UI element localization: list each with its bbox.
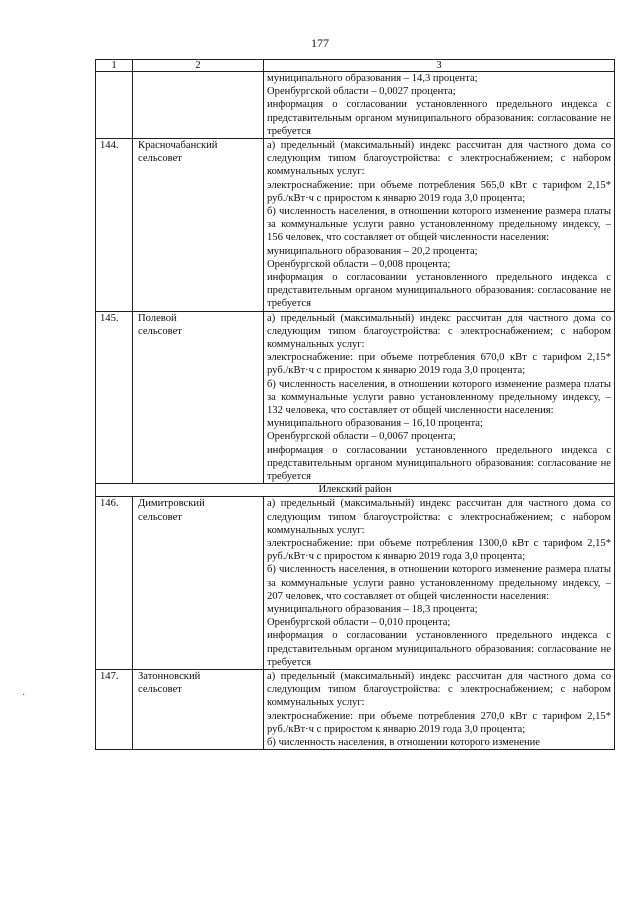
row-number: 145. bbox=[96, 311, 133, 484]
municipality-name-line: сельсовет bbox=[138, 684, 182, 696]
document-table bbox=[95, 59, 615, 750]
index-description bbox=[264, 497, 615, 670]
header-col-2: 2 bbox=[133, 60, 264, 72]
description-paragraph: а) предельный (максимальный) индекс рассчитан для частного дома со следующим типом благоустройства: с электроснабжением; с набором коммунальных услуг: bbox=[267, 670, 611, 709]
description-paragraph: Оренбургской области – 0,010 процента; bbox=[267, 617, 451, 629]
index-description bbox=[264, 139, 615, 312]
municipality-name-line: Полевой bbox=[138, 312, 177, 324]
municipality-name bbox=[133, 139, 264, 312]
continuation-text bbox=[264, 72, 615, 139]
description-paragraph: муниципального образования – 20,2 процента; bbox=[267, 245, 478, 257]
description-paragraph: б) численность населения, в отношении которого изменение размера платы за коммунальные услуги равно установленному предельному индексу, – 156 человек, что составляет от общей численности населения: bbox=[267, 206, 611, 244]
description-paragraph: муниципального образования – 18,3 процента; bbox=[267, 603, 478, 615]
description-paragraph: б) численность населения, в отношении которого изменение bbox=[267, 736, 540, 748]
description-paragraph: электроснабжение: при объеме потребления 670,0 кВт с тарифом 2,15* руб./кВт·ч с приростом к январю 2019 года 3,0 процента; bbox=[267, 352, 611, 377]
header-col-3: 3 bbox=[264, 60, 615, 72]
description-paragraph: б) численность населения, в отношении которого изменение размера платы за коммунальные услуги равно установленному предельному индексу, – 207 человек, что составляет от общей численности населения: bbox=[267, 564, 611, 602]
margin-mark: · bbox=[22, 690, 26, 701]
description-paragraph: электроснабжение: при объеме потребления 1300,0 кВт с тарифом 2,15* руб./кВт·ч с приростом к январю 2019 года 3,0 процента; bbox=[267, 537, 611, 563]
row-number: 146. bbox=[96, 497, 133, 670]
municipality-name bbox=[133, 669, 264, 749]
description-paragraph: а) предельный (максимальный) индекс рассчитан для частного дома со следующим типом благоустройства: с электроснабжением; с набором коммунальных услуг: bbox=[267, 312, 611, 351]
index-description bbox=[264, 669, 615, 749]
header-col-1: 1 bbox=[96, 60, 133, 72]
municipality-name-line: Красночабанский bbox=[138, 140, 218, 152]
region-title: Илекский район bbox=[96, 484, 615, 497]
description-paragraph: а) предельный (максимальный) индекс рассчитан для частного дома со следующим типом благоустройства: с электроснабжением; с набором коммунальных услуг: bbox=[267, 140, 611, 178]
description-paragraph: электроснабжение: при объеме потребления 270,0 кВт с тарифом 2,15* руб./кВт·ч с приростом к январю 2019 года 3,0 процента; bbox=[267, 710, 611, 735]
municipality-name bbox=[133, 311, 264, 484]
table-header-row bbox=[96, 60, 615, 72]
table-row bbox=[96, 497, 615, 670]
municipality-name-line: Димитровский bbox=[138, 498, 205, 510]
description-paragraph: информация о согласовании установленного предельного индекса с представительным органом муниципального образования: согласование не требуется bbox=[267, 630, 611, 668]
municipality-name-line: сельсовет bbox=[138, 325, 182, 337]
row-number: 147. bbox=[96, 669, 133, 749]
description-paragraph: а) предельный (максимальный) индекс рассчитан для частного дома со следующим типом благоустройства: с электроснабжением; с набором коммунальных услуг: bbox=[267, 498, 611, 536]
municipality-name-line: сельсовет bbox=[138, 153, 182, 165]
municipality-name-line: Затонновский bbox=[138, 670, 201, 682]
table-row bbox=[96, 139, 615, 312]
continuation-line: Оренбургской области – 0,0027 процента; bbox=[267, 86, 456, 98]
continuation-row bbox=[96, 72, 615, 139]
continuation-line: муниципального образования – 14,3 процента; bbox=[267, 73, 478, 84]
description-paragraph: Оренбургской области – 0,0067 процента; bbox=[267, 431, 456, 443]
description-paragraph: электроснабжение: при объеме потребления 565,0 кВт с тарифом 2,15* руб./кВт·ч с приростом к январю 2019 года 3,0 процента; bbox=[267, 179, 611, 204]
description-paragraph: б) численность населения, в отношении которого изменение размера платы за коммунальные услуги равно установленному предельному индексу, – 132 человека, что составляет от общей численности населения: bbox=[267, 378, 611, 417]
municipality-name bbox=[133, 497, 264, 670]
municipality-name-line: сельсовет bbox=[138, 511, 182, 523]
continuation-line: информация о согласовании установленного предельного индекса с представительным органом муниципального образования: согласование не требуется bbox=[267, 99, 611, 137]
table-row bbox=[96, 669, 615, 749]
row-number: 144. bbox=[96, 139, 133, 312]
description-paragraph: информация о согласовании установленного предельного индекса с представительным органом муниципального образования: согласование не требуется bbox=[267, 272, 611, 310]
description-paragraph: муниципального образования – 16,10 процента; bbox=[267, 418, 483, 430]
index-description bbox=[264, 311, 615, 484]
page-number: 177 bbox=[311, 36, 329, 50]
region-row bbox=[96, 484, 615, 497]
description-paragraph: Оренбургской области – 0,008 процента; bbox=[267, 258, 451, 270]
description-paragraph: информация о согласовании установленного предельного индекса с представительным органом муниципального образования: согласование не требуется bbox=[267, 444, 611, 483]
table-row bbox=[96, 311, 615, 484]
